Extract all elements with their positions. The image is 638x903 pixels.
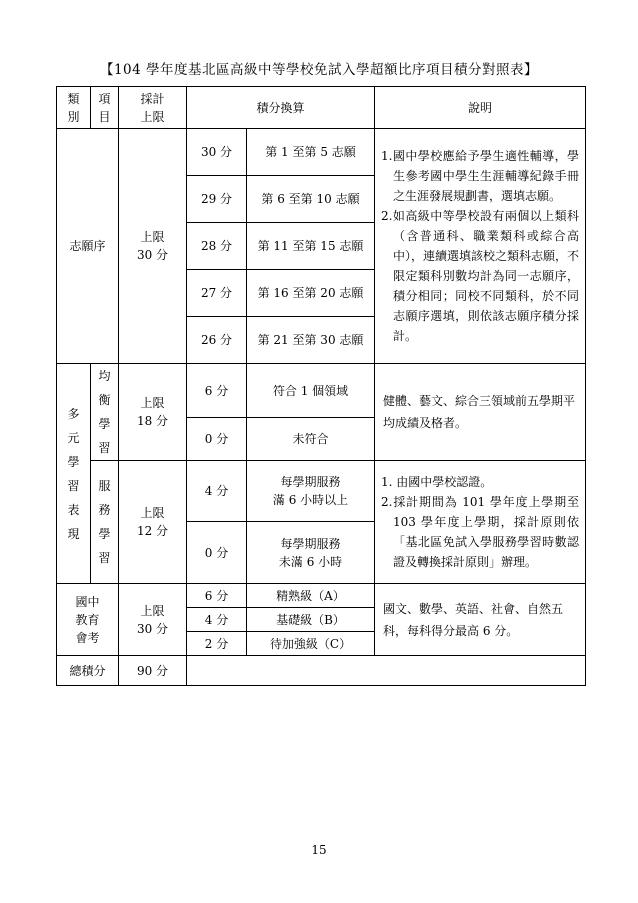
header-conversion: 積分換算: [187, 87, 375, 129]
balanced-item: 均衡學習: [91, 364, 119, 461]
table-row: [57, 584, 586, 608]
rule-cell: 第 11 至第 15 志願: [247, 223, 375, 270]
service-limit: 上限 12 分: [119, 461, 187, 584]
exam-category: 國中 教育 會考: [57, 584, 119, 656]
score-table: [56, 86, 586, 686]
document-title: 【104 學年度基北區高級中等學校免試入學超額比序項目積分對照表】: [99, 62, 539, 78]
rule-cell: 基礎級（B）: [247, 608, 375, 632]
rule-cell: 精熟級（A）: [247, 584, 375, 608]
service-item: 服務學習: [91, 461, 119, 584]
volunteer-category: 志願序: [57, 129, 119, 364]
note-item: 2.如高級中等學校設有兩個以上類科（含普通科、職業類科或綜合高中），連續選填該校之類科志願，不限定類科別數均計為同一志願序，積分相同；同校不同類科，於不同志願序選填，則依該志願序積分採計。: [381, 209, 580, 343]
rule-cell: 每學期服務 滿 6 小時以上: [247, 461, 375, 522]
page-number: 15: [311, 843, 327, 857]
rule-cell: 第 6 至第 10 志願: [247, 176, 375, 223]
service-notes: [375, 461, 586, 584]
score-cell: 0 分: [187, 522, 247, 584]
score-cell: 0 分: [187, 418, 247, 461]
rule-cell: 符合 1 個領域: [247, 364, 375, 418]
table-row: [57, 129, 586, 176]
note-item: 1.國中學校應給予學生適性輔導，學生參考國中學生生涯輔導紀錄手冊之生涯發展規劃書，選填志願。: [381, 149, 580, 203]
exam-limit: 上限 30 分: [119, 584, 187, 656]
rule-cell: 第 1 至第 5 志願: [247, 129, 375, 176]
balanced-note: 健體、藝文、綜合三領域前五學期平均成績及格者。: [375, 364, 586, 461]
score-cell: 29 分: [187, 176, 247, 223]
score-cell: 2 分: [187, 632, 247, 656]
balanced-limit: 上限 18 分: [119, 364, 187, 461]
total-empty: [187, 656, 586, 686]
total-label: 總積分: [57, 656, 119, 686]
score-cell: 27 分: [187, 270, 247, 317]
volunteer-notes: [375, 129, 586, 364]
header-item: 項 目: [91, 87, 119, 129]
header-description: 說明: [375, 87, 586, 129]
note-item: 2.採計期間為 101 學年度上學期至 103 學年度上學期，採計原則依「基北區免試入學服務學習時數認證及轉換採計原則」辦理。: [381, 495, 580, 569]
exam-note: 國文、數學、英語、社會、自然五科，每科得分最高 6 分。: [375, 584, 586, 656]
volunteer-limit: 上限 30 分: [119, 129, 187, 364]
header-category: 類 別: [57, 87, 91, 129]
rule-cell: 未符合: [247, 418, 375, 461]
table-row: [57, 461, 586, 522]
rule-cell: 每學期服務 未滿 6 小時: [247, 522, 375, 584]
total-row: [57, 656, 586, 686]
rule-cell: 待加強級（C）: [247, 632, 375, 656]
score-cell: 30 分: [187, 129, 247, 176]
score-cell: 4 分: [187, 608, 247, 632]
score-cell: 4 分: [187, 461, 247, 522]
header-limit: 採計 上限: [119, 87, 187, 129]
rule-cell: 第 16 至第 20 志願: [247, 270, 375, 317]
total-value: 90 分: [119, 656, 187, 686]
table-row: [57, 364, 586, 418]
note-item: 1. 由國中學校認證。: [381, 475, 493, 489]
score-cell: 28 分: [187, 223, 247, 270]
score-cell: 6 分: [187, 584, 247, 608]
score-cell: 26 分: [187, 317, 247, 364]
header-row: [57, 87, 586, 129]
rule-cell: 第 21 至第 30 志願: [247, 317, 375, 364]
score-cell: 6 分: [187, 364, 247, 418]
diverse-category: 多元學習表現: [57, 364, 91, 584]
